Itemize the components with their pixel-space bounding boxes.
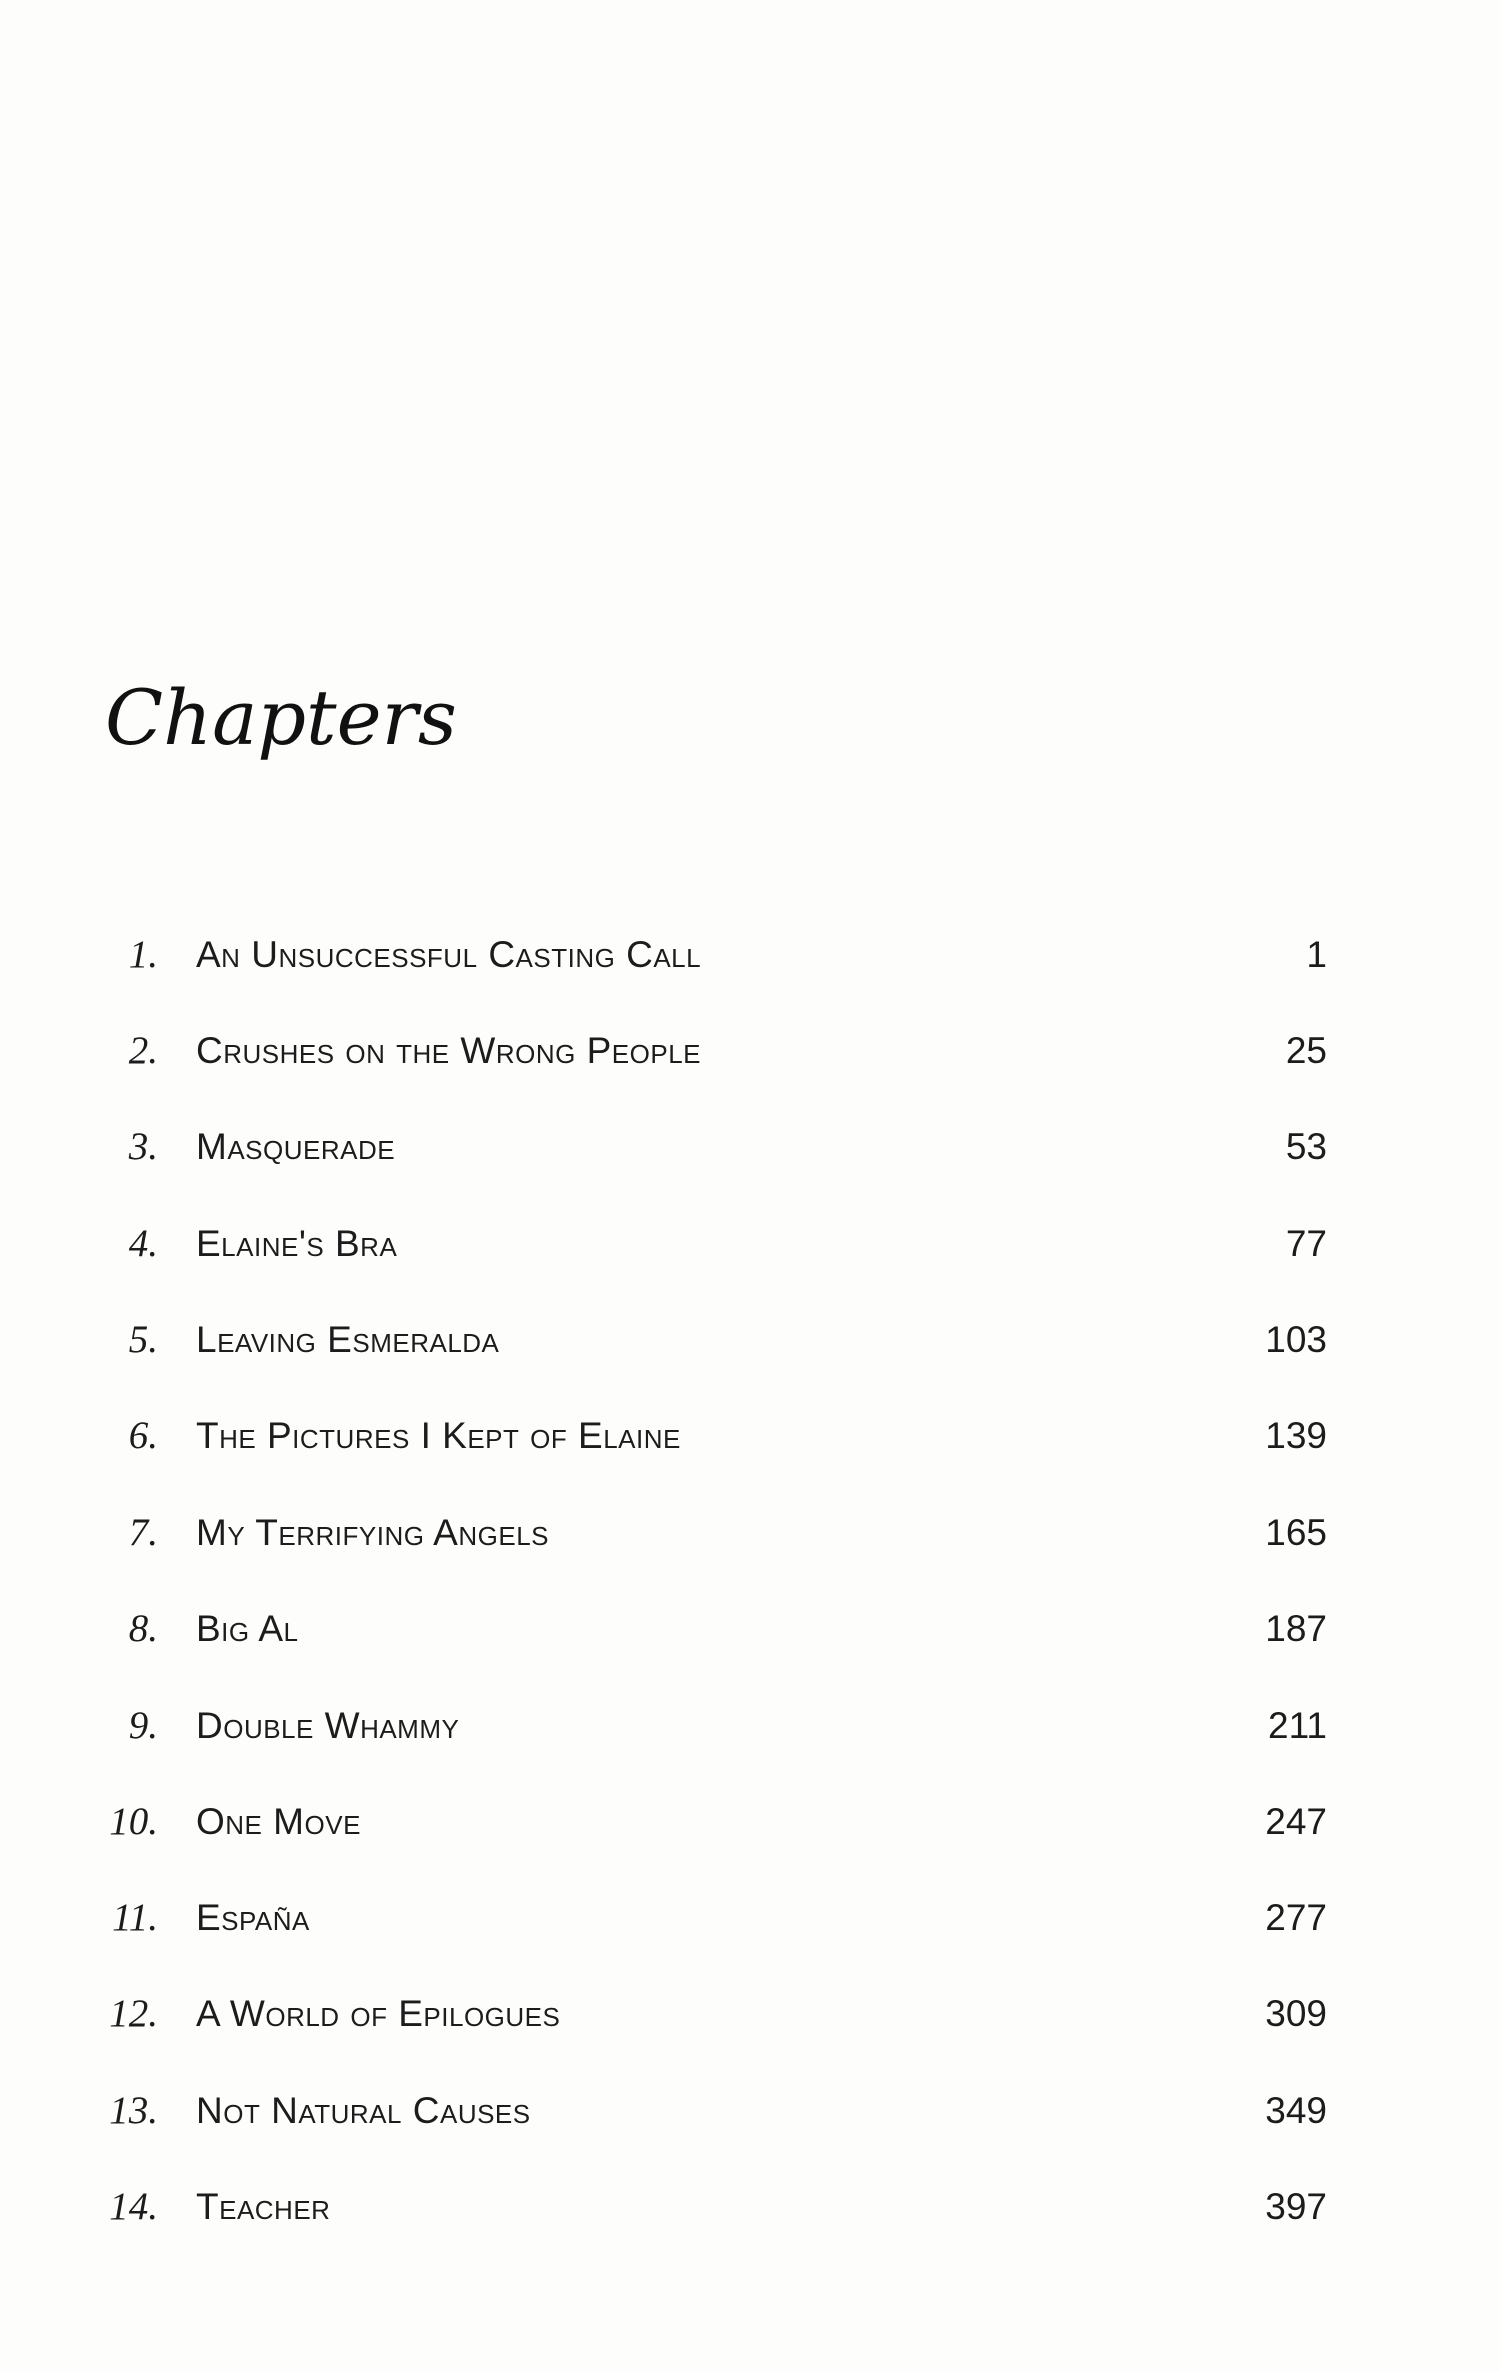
toc-entry [0,1021,1500,1081]
chapter-title: Double Whammy [196,1705,460,1746]
chapter-number: 14. [109,2185,158,2228]
chapter-page: 349 [1265,2090,1327,2131]
chapter-title: Big Al [196,1608,299,1649]
chapter-title: The Pictures I Kept of Elaine [196,1415,681,1456]
toc-entry [0,1888,1500,1948]
chapter-page: 25 [1285,1030,1327,1071]
chapter-page: 309 [1265,1993,1327,2034]
chapter-page: 187 [1265,1608,1327,1649]
chapter-page: 397 [1265,2186,1327,2227]
chapter-page: 247 [1265,1801,1327,1842]
chapter-page: 277 [1265,1897,1327,1938]
chapter-number: 9. [128,1704,158,1747]
toc-entry [0,1406,1500,1466]
toc-entry [0,1696,1500,1756]
chapter-title: Masquerade [196,1126,396,1167]
chapter-page: 211 [1268,1705,1327,1746]
chapter-page: 103 [1265,1319,1327,1360]
chapter-number: 10. [109,1800,158,1843]
chapter-title: An Unsuccessful Casting Call [196,934,702,975]
chapter-title: Crushes on the Wrong People [196,1030,702,1071]
page-title: Chapters [105,673,457,762]
chapter-title: Teacher [196,2186,331,2227]
chapter-page: 77 [1285,1223,1327,1264]
chapter-title: My Terrifying Angels [196,1512,550,1553]
toc-entry [0,2177,1500,2237]
chapter-page: 165 [1265,1512,1327,1553]
chapter-title: A World of Epilogues [196,1993,561,2034]
chapter-title: Not Natural Causes [196,2090,531,2131]
chapter-title: One Move [196,1801,361,1842]
chapter-number: 12. [109,1992,158,2035]
toc-entry [0,1503,1500,1563]
chapter-number: 6. [128,1414,158,1457]
toc-entry [0,1310,1500,1370]
chapter-page: 1 [1306,934,1327,975]
toc-entry [0,1984,1500,2044]
chapter-title: Elaine's Bra [196,1223,398,1264]
chapter-title: España [196,1897,310,1938]
chapter-number: 11. [112,1896,158,1939]
chapter-page: 53 [1285,1126,1327,1167]
chapter-number: 13. [109,2089,158,2132]
chapter-number: 8. [128,1607,158,1650]
toc-entry [0,1214,1500,1274]
chapter-number: 1. [128,933,158,976]
chapter-number: 5. [128,1318,158,1361]
toc-entry [0,1117,1500,1177]
chapter-title: Leaving Esmeralda [196,1319,500,1360]
chapter-number: 7. [128,1511,158,1554]
toc-entry [0,1792,1500,1852]
toc-entry [0,1599,1500,1659]
toc-entry [0,2081,1500,2141]
chapter-number: 3. [128,1125,158,1168]
chapter-page: 139 [1265,1415,1327,1456]
chapter-number: 2. [128,1029,158,1072]
chapter-number: 4. [128,1222,158,1265]
toc-entry [0,925,1500,985]
